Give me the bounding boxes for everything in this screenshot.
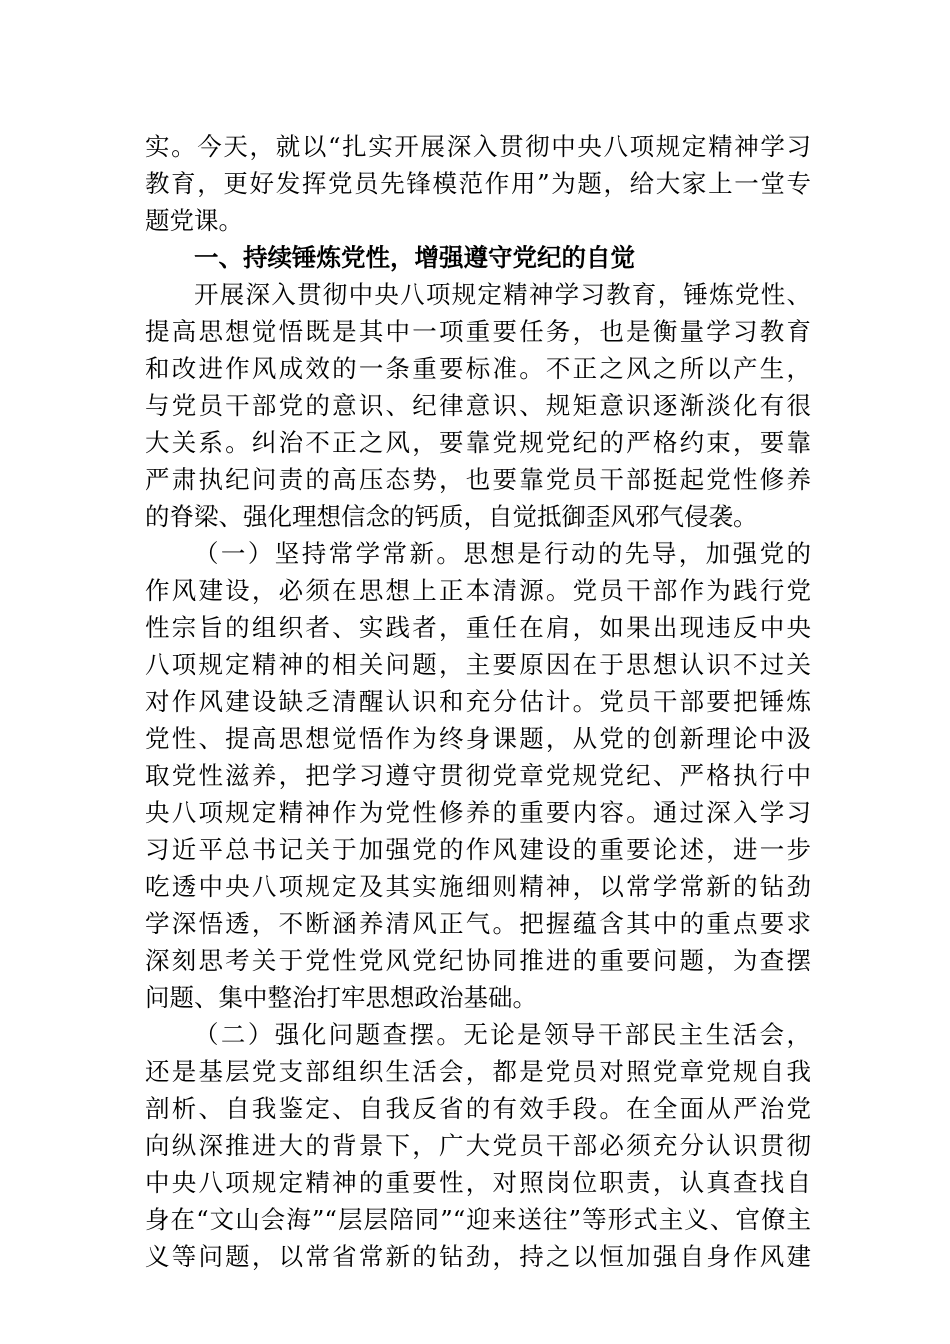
text-line-30: 身在“文山会海”“层层陪同”“迎来送往”等形式主义、官僚主 bbox=[145, 1205, 811, 1234]
text-line-22: 学深悟透，不断涵养清风正气。把握蕴含其中的重点要求 bbox=[145, 909, 811, 938]
text-line-18: 取党性滋养，把学习遵守贯彻党章党规党纪、严格执行中 bbox=[145, 761, 811, 790]
text-line-19: 央八项规定精神作为党性修养的重要内容。通过深入学习 bbox=[145, 798, 811, 827]
text-line-3: 题党课。 bbox=[145, 206, 243, 235]
text-line-24: 问题、集中整治打牢思想政治基础。 bbox=[145, 983, 537, 1012]
text-line-31: 义等问题，以常省常新的钻劲，持之以恒加强自身作风建 bbox=[145, 1242, 811, 1271]
text-line-15: 八项规定精神的相关问题，主要原因在于思想认识不过关 bbox=[145, 650, 811, 679]
text-line-8: 与党员干部党的意识、纪律意识、规矩意识逐渐淡化有很 bbox=[145, 391, 811, 420]
text-line-21: 吃透中央八项规定及其实施细则精神，以常学常新的钻劲 bbox=[145, 872, 811, 901]
text-line-29: 中央八项规定精神的重要性，对照岗位职责，认真查找自 bbox=[145, 1168, 811, 1197]
document-body bbox=[145, 128, 811, 1275]
subsection-heading-2: （二）强化问题查摆。无论是领导干部民主生活会， bbox=[194, 1020, 811, 1049]
section-heading: 一、持续锤炼党性，增强遵守党纪的自觉 bbox=[194, 243, 635, 272]
text-line-1: 实。今天，就以“扎实开展深入贯彻中央八项规定精神学习 bbox=[145, 132, 811, 161]
text-line-9: 大关系。纠治不正之风，要靠党规党纪的严格约束，要靠 bbox=[145, 428, 811, 457]
text-line-7: 和改进作风成效的一条重要标准。不正之风之所以产生， bbox=[145, 354, 811, 383]
text-line-2: 教育，更好发挥党员先锋模范作用”为题，给大家上一堂专 bbox=[145, 169, 811, 198]
subsection-heading-1: （一）坚持常学常新。思想是行动的先导，加强党的 bbox=[194, 539, 811, 568]
text-line-23: 深刻思考关于党性党风党纪协同推进的重要问题，为查摆 bbox=[145, 946, 811, 975]
text-line-6: 提高思想觉悟既是其中一项重要任务，也是衡量学习教育 bbox=[145, 317, 811, 346]
text-line-28: 向纵深推进大的背景下，广大党员干部必须充分认识贯彻 bbox=[145, 1131, 811, 1160]
text-line-27: 剖析、自我鉴定、自我反省的有效手段。在全面从严治党 bbox=[145, 1094, 811, 1123]
text-line-11: 的脊梁、强化理想信念的钙质，自觉抵御歪风邪气侵袭。 bbox=[145, 502, 758, 531]
text-line-14: 性宗旨的组织者、实践者，重任在肩，如果出现违反中央 bbox=[145, 613, 811, 642]
text-line-10: 严肃执纪问责的高压态势，也要靠党员干部挺起党性修养 bbox=[145, 465, 811, 494]
text-line-16: 对作风建设缺乏清醒认识和充分估计。党员干部要把锤炼 bbox=[145, 687, 811, 716]
text-line-20: 习近平总书记关于加强党的作风建设的重要论述，进一步 bbox=[145, 835, 811, 864]
text-line-13: 作风建设，必须在思想上正本清源。党员干部作为践行党 bbox=[145, 576, 811, 605]
text-line-26: 还是基层党支部组织生活会，都是党员对照党章党规自我 bbox=[145, 1057, 811, 1086]
text-line-17: 党性、提高思想觉悟作为终身课题，从党的创新理论中汲 bbox=[145, 724, 811, 753]
text-line-5: 开展深入贯彻中央八项规定精神学习教育，锤炼党性、 bbox=[194, 280, 811, 309]
